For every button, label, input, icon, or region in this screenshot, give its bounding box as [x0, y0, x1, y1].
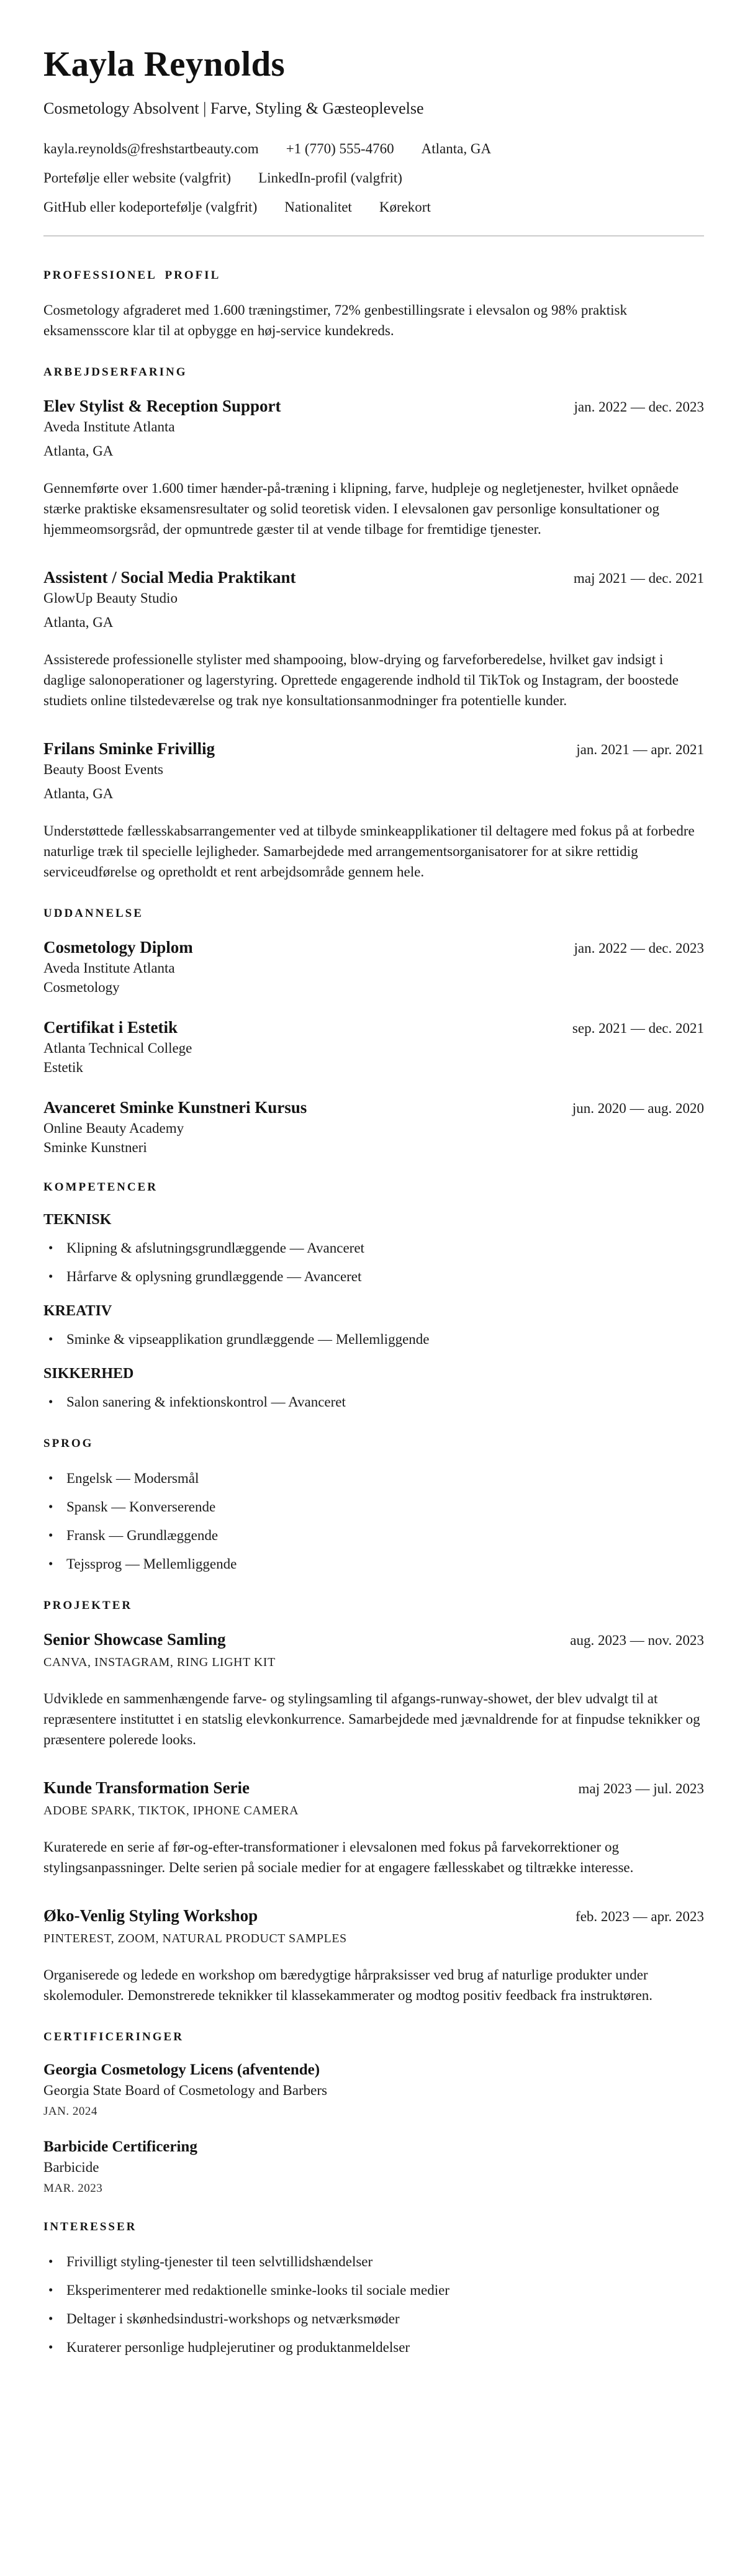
project-header	[43, 1630, 704, 1649]
education-header	[43, 1018, 704, 1037]
interest-item: • Deltager i skønhedsindustri-workshops og netværksmøder	[43, 2308, 704, 2329]
job-company: GlowUp Beauty Studio	[43, 590, 178, 606]
job-title: Elev Stylist & Reception Support	[43, 396, 281, 415]
project-header	[43, 1778, 704, 1798]
job-dates: jan. 2021 — apr. 2021	[576, 741, 704, 757]
job-entry	[43, 739, 704, 882]
project-tools: CANVA, INSTAGRAM, RING LIGHT KIT	[43, 1655, 276, 1669]
project-entry	[43, 1778, 704, 1878]
job-header	[43, 568, 704, 587]
certification-title: Georgia Cosmetology Licens (afventende)	[43, 2061, 320, 2078]
header-divider	[43, 235, 704, 236]
education-dates: jan. 2022 — dec. 2023	[574, 940, 704, 956]
profile-text: Cosmetology afgraderet med 1.600 træningstimer, 72% genbestillingsrate i elevsalon og 98% praktisk eksamensscore klar til at opbygge en høj-service kundekreds.	[43, 302, 627, 338]
education-field: Sminke Kunstneri	[43, 1139, 147, 1155]
education-title: Cosmetology Diplom	[43, 937, 193, 957]
project-entry	[43, 1630, 704, 1750]
project-tools: PINTEREST, ZOOM, NATURAL PRODUCT SAMPLES	[43, 1931, 347, 1945]
portfolio-text: Portefølje eller website (valgfrit)	[43, 169, 232, 186]
certification-issuer: Georgia State Board of Cosmetology and Barbers	[43, 2082, 327, 2098]
linkedin-text: LinkedIn-profil (valgfrit)	[258, 169, 402, 186]
phone-text: +1 (770) 555-4760	[286, 140, 394, 156]
projects-heading: PROJEKTER	[43, 1598, 133, 1612]
profile-heading: PROFESSIONEL PROFIL	[43, 268, 221, 282]
skill-list	[43, 1392, 704, 1412]
contact-row-1	[43, 139, 704, 158]
contact-row-3	[43, 197, 704, 217]
interests-heading: INTERESSER	[43, 2220, 137, 2233]
job-dates: jan. 2022 — dec. 2023	[574, 399, 704, 415]
project-tools: ADOBE SPARK, TIKTOK, IPHONE CAMERA	[43, 1803, 299, 1817]
job-header	[43, 739, 704, 759]
section-languages	[43, 1437, 704, 1574]
job-location: Atlanta, GA	[43, 785, 114, 801]
project-description: Kuraterede en serie af før-og-efter-transformationer i elevsalonen med fokus på farvekorrektioner og stylingsanpassninger. Delte serien på sociale medier for at engagere fællesskabet og tiltrække interesse.	[43, 1839, 634, 1875]
project-title: Senior Showcase Samling	[43, 1629, 226, 1649]
skill-group-safety	[43, 1366, 704, 1412]
section-profile	[43, 269, 704, 341]
job-description: Understøttede fællesskabsarrangementer ved at tilbyde sminkeapplikationer til deltagere med fokus på at forbedre naturlige træk til specielle lejligheder. Samarbejdede med arrangementsorganisatorer for at sikre rettidig serviceudførelse og opretholdt et rent arbejdsområde gennem hele.	[43, 822, 695, 880]
job-entry	[43, 397, 704, 539]
project-description: Udviklede en sammenhængende farve- og stylingsamling til afgangs-runway-showet, der blev udvalgt til at repræsentere instituttet i en statslig elevkonkurrence. Samarbejdede med jævnaldrende for at finpudse teknikker og præsentere polerede looks.	[43, 1690, 700, 1747]
education-dates: jun. 2020 — aug. 2020	[572, 1100, 704, 1116]
languages-heading: SPROG	[43, 1436, 94, 1450]
project-dates: maj 2023 — jul. 2023	[578, 1780, 704, 1796]
education-entry	[43, 1018, 704, 1076]
drivers-license-text: Kørekort	[379, 199, 431, 215]
interest-item: • Frivilligt styling-tjenester til teen selvtillidshændelser	[43, 2251, 704, 2272]
project-entry	[43, 1906, 704, 2006]
skill-item: • Salon sanering & infektionskontrol — Avanceret	[43, 1392, 704, 1412]
certification-entry	[43, 2061, 704, 2119]
interest-item: • Kuraterer personlige hudplejerutiner og produktanmeldelser	[43, 2337, 704, 2358]
job-company: Beauty Boost Events	[43, 761, 163, 777]
education-heading: UDDANNELSE	[43, 906, 143, 920]
interest-list	[43, 2251, 704, 2358]
education-school: Atlanta Technical College	[43, 1040, 192, 1056]
job-entry	[43, 568, 704, 711]
education-field: Estetik	[43, 1059, 83, 1075]
skill-group-name: KREATIV	[43, 1302, 112, 1319]
job-header	[43, 397, 704, 416]
interest-item: • Eksperimenterer med redaktionelle sminke-looks til sociale medier	[43, 2280, 704, 2300]
skill-item: • Hårfarve & oplysning grundlæggende — Avanceret	[43, 1266, 704, 1287]
certification-entry	[43, 2138, 704, 2195]
skill-group-name: TEKNISK	[43, 1211, 112, 1228]
skill-group-name: SIKKERHED	[43, 1365, 134, 1382]
education-entry	[43, 1098, 704, 1156]
education-header	[43, 938, 704, 957]
language-item: • Engelsk — Modersmål	[43, 1468, 704, 1488]
education-header	[43, 1098, 704, 1117]
job-location: Atlanta, GA	[43, 614, 114, 630]
education-title: Certifikat i Estetik	[43, 1017, 178, 1037]
resume-header	[43, 45, 704, 217]
language-item: • Tejssprog — Mellemliggende	[43, 1554, 704, 1574]
skill-group-technical	[43, 1212, 704, 1287]
section-certifications	[43, 2030, 704, 2195]
education-school: Online Beauty Academy	[43, 1120, 184, 1136]
candidate-name: Kayla Reynolds	[43, 45, 286, 84]
skill-group-creative	[43, 1303, 704, 1349]
project-header	[43, 1906, 704, 1925]
section-interests	[43, 2220, 704, 2358]
education-entry	[43, 938, 704, 996]
job-location: Atlanta, GA	[43, 443, 114, 459]
project-description: Organiserede og ledede en workshop om bæredygtige hårpraksisser ved brug af naturlige produkter under skolemoduler. Demonstrerede teknikker til klassekammerater og modtog positiv feedback fra instruktøren.	[43, 1966, 653, 2003]
email-text: kayla.reynolds@freshstartbeauty.com	[43, 140, 259, 156]
certification-issuer: Barbicide	[43, 2159, 99, 2175]
skills-heading: KOMPETENCER	[43, 1180, 158, 1194]
project-title: Øko-Venlig Styling Workshop	[43, 1906, 258, 1925]
section-education	[43, 907, 704, 1156]
job-title: Frilans Sminke Frivillig	[43, 739, 215, 758]
skill-list	[43, 1329, 704, 1349]
education-field: Cosmetology	[43, 979, 120, 995]
certification-title: Barbicide Certificering	[43, 2138, 197, 2155]
candidate-headline: Cosmetology Absolvent | Farve, Styling & Gæsteoplevelse	[43, 99, 424, 117]
section-skills	[43, 1181, 704, 1412]
job-dates: maj 2021 — dec. 2021	[573, 570, 704, 586]
certification-date: JAN. 2024	[43, 2104, 97, 2118]
education-school: Aveda Institute Atlanta	[43, 960, 175, 976]
certifications-heading: CERTIFICERINGER	[43, 2030, 184, 2043]
project-dates: feb. 2023 — apr. 2023	[576, 1908, 704, 1924]
education-title: Avanceret Sminke Kunstneri Kursus	[43, 1097, 307, 1117]
skill-item: • Sminke & vipseapplikation grundlæggende — Mellemliggende	[43, 1329, 704, 1349]
location-text: Atlanta, GA	[421, 140, 492, 156]
section-experience	[43, 366, 704, 882]
skill-list	[43, 1238, 704, 1287]
job-company: Aveda Institute Atlanta	[43, 418, 175, 435]
project-title: Kunde Transformation Serie	[43, 1778, 250, 1797]
nationality-text: Nationalitet	[284, 199, 352, 215]
language-item: • Spansk — Konverserende	[43, 1497, 704, 1517]
certification-date: MAR. 2023	[43, 2181, 103, 2195]
project-dates: aug. 2023 — nov. 2023	[570, 1632, 704, 1648]
contact-row-2	[43, 168, 704, 187]
github-text: GitHub eller kodeportefølje (valgfrit)	[43, 199, 258, 215]
experience-heading: ARBEJDSERFARING	[43, 365, 187, 379]
job-description: Assisterede professionelle stylister med shampooing, blow-drying og farveforberedelse, hvilket gav indsigt i daglige salonoperationer og lagerstyring. Oprettede engagerende indhold til TikTok og Instagram, der boostede studiets online tilstedeværelse og trak nye konsultationsanmodninger fra potentielle kunder.	[43, 651, 679, 708]
job-description: Gennemførte over 1.600 timer hænder-på-træning i klipning, farve, hudpleje og negletjenester, hvilket opnåede stærke praktiske eksamensresultater og solid teoretisk viden. I elevsalonen gav personlige konsultationer og hjemmeomsorgsråd, der opmuntrede gæster til at vende tilbage for fremtidige tjenester.	[43, 480, 679, 537]
skill-item: • Klipning & afslutningsgrundlæggende — Avanceret	[43, 1238, 704, 1258]
language-item: • Fransk — Grundlæggende	[43, 1525, 704, 1546]
job-title: Assistent / Social Media Praktikant	[43, 567, 296, 587]
education-dates: sep. 2021 — dec. 2021	[572, 1020, 704, 1036]
language-list	[43, 1468, 704, 1574]
section-projects	[43, 1599, 704, 2006]
